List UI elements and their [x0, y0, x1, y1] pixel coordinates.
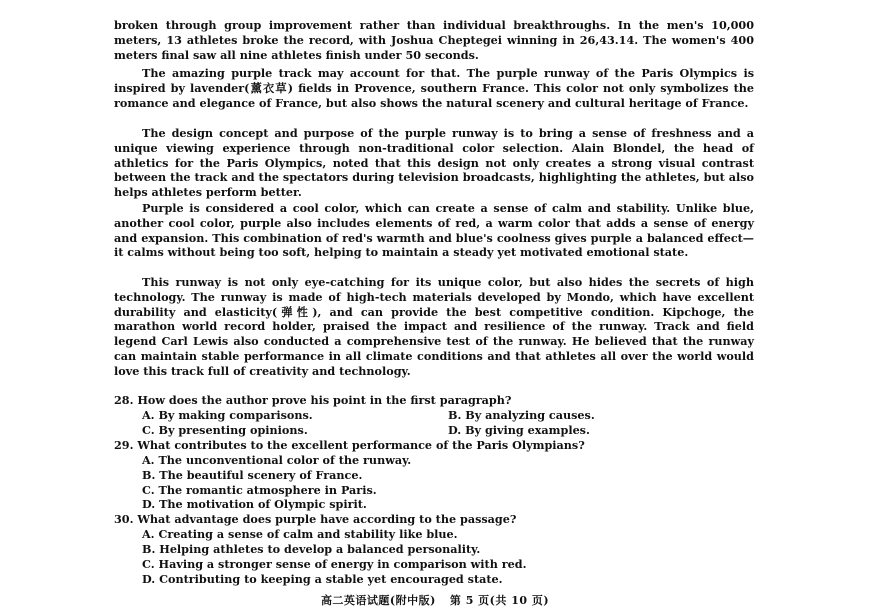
passage-paragraph-5: This runway is not only eye-catching for its unique color, but also hides the secrets of high technology. The runway is made of high-tech materials developed by Mondo, which have excellent durability and elasticity(弹性), and can provide the best competitive condition. Kipchoge, the marathon world record holder, praised the impact and resilience of the runway. Track and field legend Carl Lewis also conducted a comprehensive test of the runway. He believed that the runway can maintain stable performance in all climate conditions and that athletes all over the world would love this track full of creativity and technology. [114, 275, 754, 378]
question-28-option-b: B. By analyzing causes. [448, 408, 595, 422]
question-30-option-b: B. Helping athletes to develop a balanced personality. [142, 542, 481, 556]
footer-page-number: 第 5 页(共 10 页) [449, 594, 550, 607]
question-30-option-d: D. Contributing to keeping a stable yet encouraged state. [142, 572, 503, 586]
passage-paragraph-1: broken through group improvement rather than individual breakthroughs. In the men's 10,000 meters, 13 athletes broke the record, with Joshua Cheptegei winning in 26,43.14. The women's 400 meters final saw all nine athletes finish under 50 seconds. [114, 18, 754, 62]
question-29-option-c: C. The romantic atmosphere in Paris. [142, 483, 377, 497]
question-28-option-a: A. By making comparisons. [142, 408, 313, 422]
question-29-option-a: A. The unconventional color of the runway. [142, 453, 412, 467]
passage-paragraph-2: The amazing purple track may account for that. The purple runway of the Paris Olympics is inspired by lavender(薰衣草) fields in Provence, southern France. This color not only symbolizes the romance and elegance of France, but also shows the natural scenery and cultural heritage of France. [114, 66, 754, 110]
question-30-option-a: A. Creating a sense of calm and stability like blue. [142, 527, 458, 541]
footer-title: 高二英语试题(附中版) [320, 594, 436, 607]
question-30-stem: 30. What advantage does purple have according to the passage? [114, 512, 517, 526]
passage-paragraph-4: Purple is considered a cool color, which can create a sense of calm and stability. Unlike blue, another cool color, purple also includes elements of red, a warm color that adds a sense of energy and expansion. This combination of red's warmth and blue's coolness gives purple a balanced effect—it calms without being too soft, helping to maintain a steady yet motivated emotional state. [114, 201, 754, 260]
question-29-stem: 29. What contributes to the excellent performance of the Paris Olympians? [114, 438, 585, 452]
question-28-stem: 28. How does the author prove his point in the first paragraph? [114, 393, 512, 407]
question-30-option-c: C. Having a stronger sense of energy in comparison with red. [142, 557, 527, 571]
question-29-option-b: B. The beautiful scenery of France. [142, 468, 363, 482]
question-28-option-d: D. By giving examples. [448, 423, 590, 437]
question-29-option-d: D. The motivation of Olympic spirit. [142, 497, 367, 511]
question-28-option-c: C. By presenting opinions. [142, 423, 308, 437]
page-footer [0, 594, 870, 609]
passage-paragraph-3: The design concept and purpose of the purple runway is to bring a sense of freshness and a unique viewing experience through non-traditional color selection. Alain Blondel, the head of athletics for the Paris Olympics, noted that this design not only creates a strong visual contrast between the track and the spectators during television broadcasts, highlighting the athletes, but also helps athletes perform better. [114, 126, 754, 200]
